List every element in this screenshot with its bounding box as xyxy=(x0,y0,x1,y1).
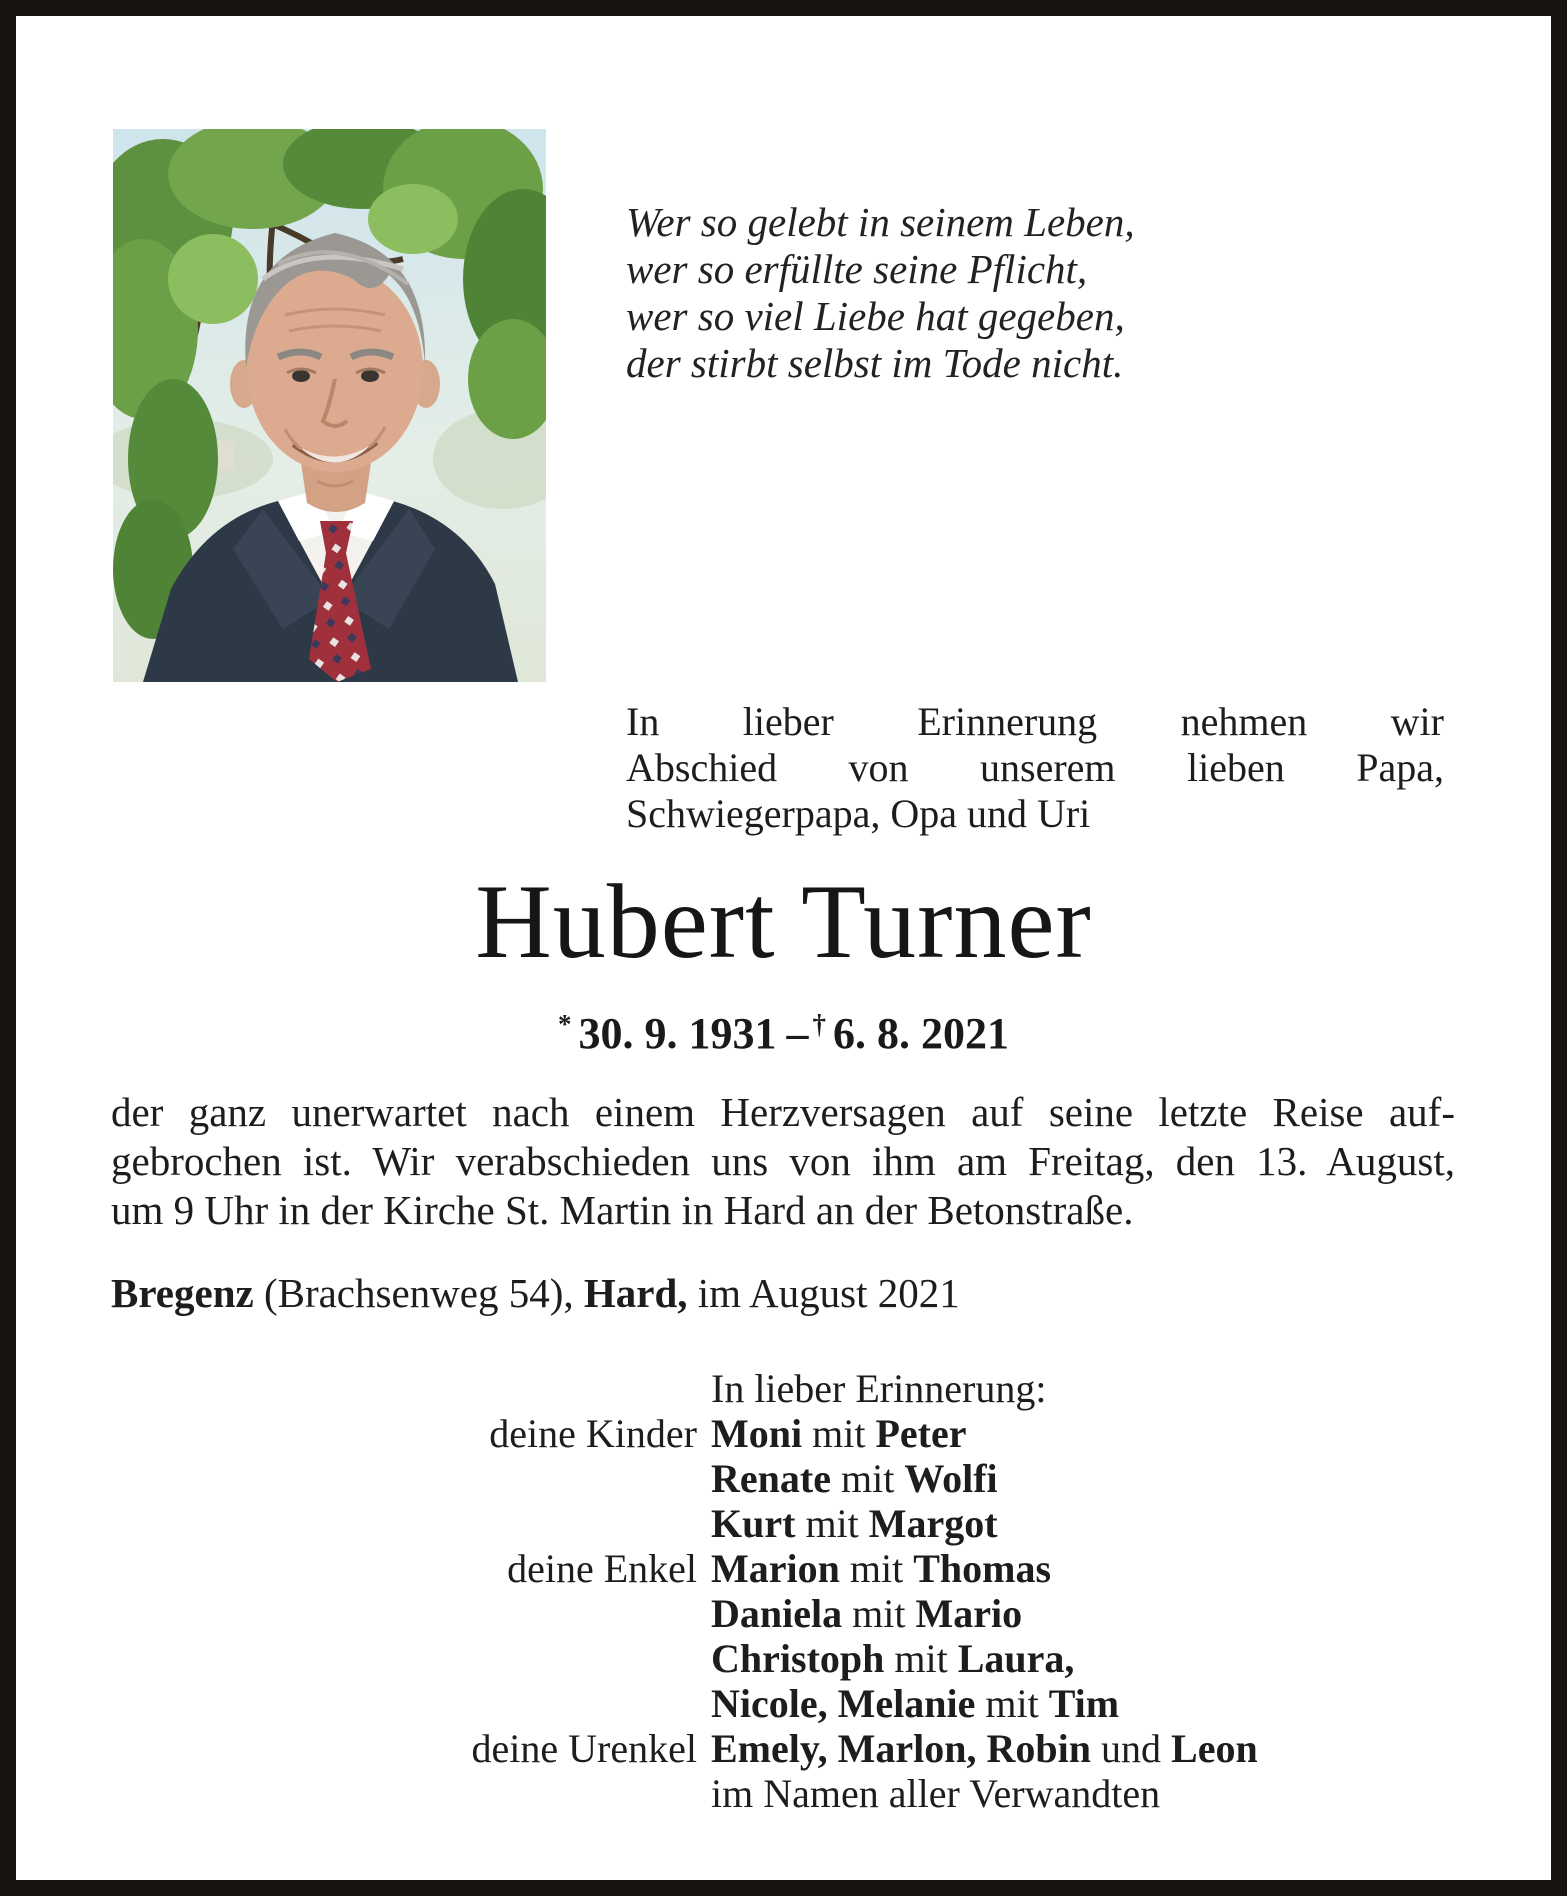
memorial-names: Kurt mit Margot xyxy=(711,1501,998,1546)
memorial-relation-label xyxy=(111,1591,711,1636)
memorial-row xyxy=(111,1681,1471,1726)
memorial-relation-label xyxy=(111,1771,711,1816)
life-dates xyxy=(16,1011,1551,1056)
memorial-row xyxy=(111,1501,1471,1546)
memorial-names: im Namen aller Verwandten xyxy=(711,1771,1161,1816)
memorial-names: Moni mit Peter xyxy=(711,1411,967,1456)
deceased-name: Hubert Turner xyxy=(475,863,1092,980)
intro-line: Abschied von unserem lieben Papa, xyxy=(626,745,1444,790)
announcement-line: um 9 Uhr in der Kirche St. Martin in Hard an der Betonstraße. xyxy=(111,1187,1134,1233)
memorial-relation-label xyxy=(111,1681,711,1726)
intro-line: In lieber Erinnerung nehmen wir xyxy=(626,699,1444,744)
death-date: 6. 8. 2021 xyxy=(833,1009,1009,1058)
memorial-relation-label xyxy=(111,1636,711,1681)
memorial-names: Emely, Marlon, Robin und Leon xyxy=(711,1726,1258,1771)
memorial-relation-label xyxy=(111,1456,711,1501)
birth-date: 30. 9. 1931 xyxy=(578,1009,777,1058)
memorial-names: Nicole, Melanie mit Tim xyxy=(711,1681,1120,1726)
place-date-line: Bregenz (Brachsenweg 54), Hard, im August 2021 xyxy=(111,1270,960,1316)
memorial-header: In lieber Erinnerung: xyxy=(711,1366,1047,1411)
memorial-row xyxy=(111,1591,1471,1636)
memorial-relation-label: deine Urenkel xyxy=(471,1726,697,1771)
portrait-photo xyxy=(113,129,546,682)
memorial-names: Renate mit Wolfi xyxy=(711,1456,998,1501)
memorial-row xyxy=(111,1771,1471,1816)
funeral-announcement xyxy=(111,1088,1455,1235)
memorial-row xyxy=(111,1726,1471,1771)
memorial-list xyxy=(111,1366,1471,1816)
memorial-names: Christoph mit Laura, xyxy=(711,1636,1075,1681)
memorial-relation-label: deine Kinder xyxy=(489,1411,697,1456)
memorial-poem xyxy=(626,199,1286,387)
memorial-row xyxy=(111,1636,1471,1681)
intro-line: Schwiegerpapa, Opa und Uri xyxy=(626,791,1091,836)
announcement-line: der ganz unerwartet nach einem Herzversagen auf seine letzte Reise auf- xyxy=(111,1089,1455,1135)
poem-line: der stirbt selbst im Tode nicht. xyxy=(626,340,1124,386)
poem-line: wer so viel Liebe hat gegeben, xyxy=(626,293,1125,339)
memorial-row xyxy=(111,1456,1471,1501)
memorial-names: Daniela mit Mario xyxy=(711,1591,1023,1636)
memorial-relation-label: deine Enkel xyxy=(507,1546,697,1591)
memorial-row xyxy=(111,1411,1471,1456)
memorial-row xyxy=(111,1546,1471,1591)
birth-symbol: * xyxy=(558,1009,572,1039)
poem-line: wer so erfüllte seine Pflicht, xyxy=(626,246,1088,292)
death-symbol: † xyxy=(812,1009,826,1039)
dates-separator: – xyxy=(786,1009,809,1058)
memorial-names: Marion mit Thomas xyxy=(711,1546,1052,1591)
poem-line: Wer so gelebt in seinem Leben, xyxy=(626,199,1135,245)
memorial-relation-label xyxy=(111,1501,711,1546)
farewell-intro xyxy=(626,699,1444,837)
announcement-line: gebrochen ist. Wir verabschieden uns von ihm am Freitag, den 13. August, xyxy=(111,1138,1455,1184)
